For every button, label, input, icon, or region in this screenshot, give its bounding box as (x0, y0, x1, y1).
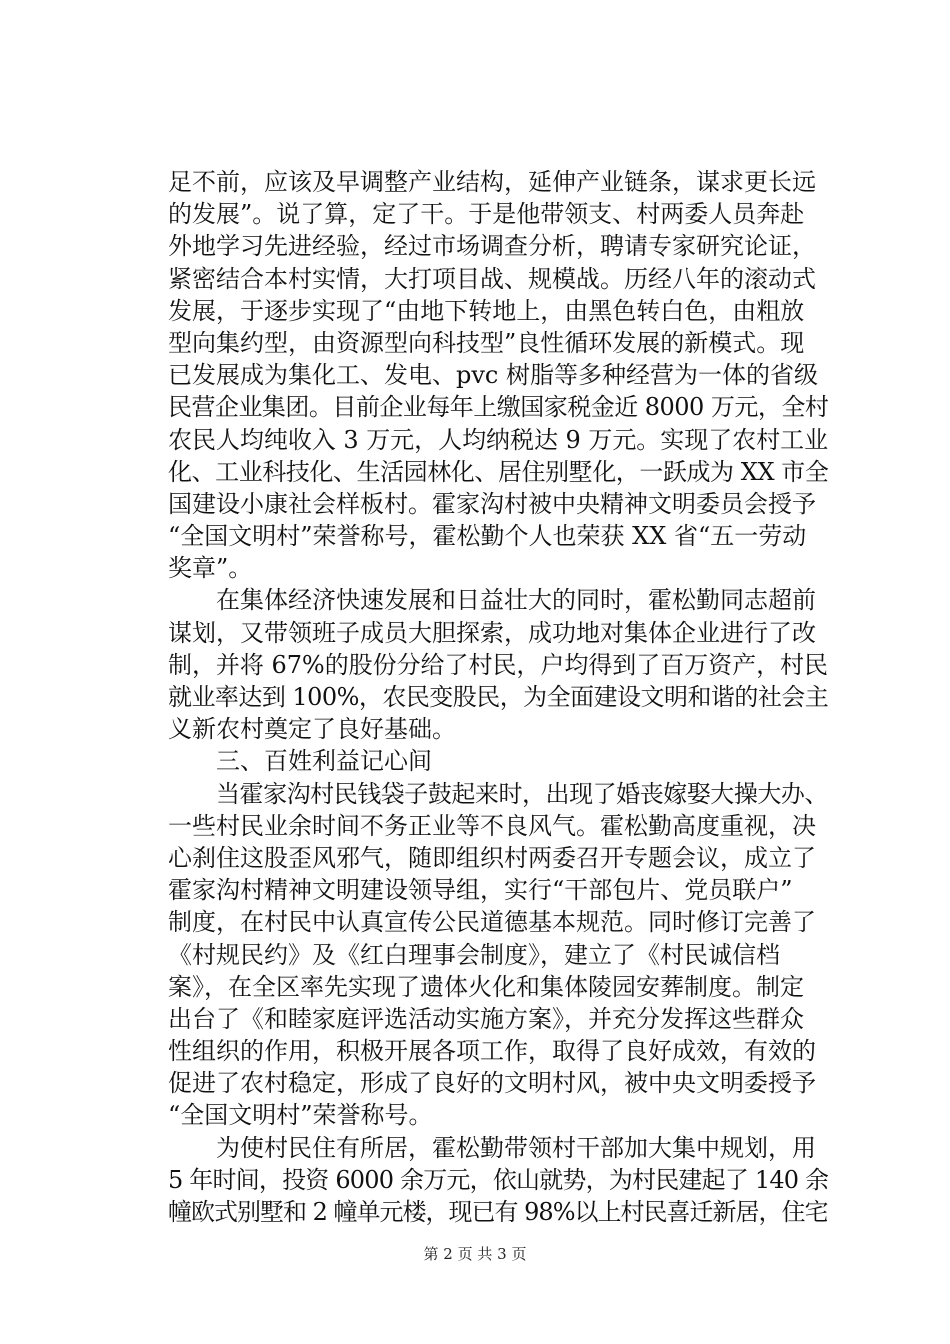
text-line: 促进了农村稳定，形成了良好的文明村风，被中央文明委授予 (168, 1069, 816, 1098)
text-line: 制度，在村民中认真宣传公民道德基本规范。同时修订完善了 (168, 908, 816, 937)
text-line: “全国文明村”荣誉称号，霍松勤个人也荣获 XX 省“五一劳动 (168, 522, 807, 551)
text-line: 霍家沟村精神文明建设领导组，实行“干部包片、党员联户” (168, 876, 793, 905)
text-line: 就业率达到 100%，农民变股民，为全面建设文明和谐的社会主 (168, 683, 828, 711)
text-line: 一些村民业余时间不务正业等不良风气。霍松勤高度重视，决 (168, 811, 816, 840)
document-body (168, 166, 828, 1228)
text-line: 幢欧式别墅和 2 幢单元楼，现已有 98%以上村民喜迁新居，住宅 (168, 1198, 828, 1226)
text-line: 《村规民约》及《红白理事会制度》，建立了《村民诚信档 (168, 940, 780, 969)
text-line: 三、百姓利益记心间 (216, 747, 432, 776)
text-line: 农民人均纯收入 3 万元，人均纳税达 9 万元。实现了农村工业 (168, 425, 828, 454)
text-line: 5 年时间，投资 6000 余万元，依山就势，为村民建起了 140 余 (168, 1165, 828, 1194)
text-line: 民营企业集团。目前企业每年上缴国家税金近 8000 万元，全村 (168, 393, 828, 422)
text-line: 义新农村奠定了良好基础。 (168, 715, 456, 744)
text-line: 当霍家沟村民钱袋子鼓起来时，出现了婚丧嫁娶大操大办、 (216, 779, 828, 808)
text-line: 发展，于逐步实现了“由地下转地上，由黑色转白色，由粗放 (168, 296, 805, 325)
text-line: 谋划，又带领班子成员大胆探索，成功地对集体企业进行了改 (168, 618, 816, 647)
text-line: 已发展成为集化工、发电、pvc 树脂等多种经营为一体的省级 (168, 361, 818, 390)
text-line: 性组织的作用，积极开展各项工作，取得了良好成效，有效的 (168, 1037, 816, 1066)
text-line: 心刹住这股歪风邪气，随即组织村两委召开专题会议，成立了 (168, 843, 816, 872)
text-line: 案》，在全区率先实现了遗体火化和集体陵园安葬制度。制定 (168, 972, 804, 1001)
text-line: 的发展”。说了算，定了干。于是他带领支、村两委人员奔赴 (168, 200, 805, 229)
text-line: 足不前，应该及早调整产业结构，延伸产业链条，谋求更长远 (168, 168, 816, 196)
text-line: 在集体经济快速发展和日益壮大的同时，霍松勤同志超前 (216, 586, 816, 615)
text-line: 外地学习先进经验，经过市场调查分析，聘请专家研究论证， (168, 232, 816, 261)
text-line: 紧密结合本村实情，大打项目战、规模战。历经八年的滚动式 (168, 264, 816, 293)
text-line: 型向集约型，由资源型向科技型”良性循环发展的新模式。现 (168, 328, 805, 357)
text-line: 制，并将 67%的股份分给了村民，户均得到了百万资产，村民 (168, 650, 828, 679)
text-line: 化、工业科技化、生活园林化、居住别墅化，一跃成为 XX 市全 (168, 457, 828, 486)
text-line: 为使村民住有所居，霍松勤带领村干部加大集中规划，用 (216, 1133, 816, 1162)
text-line: “全国文明村”荣誉称号。 (168, 1101, 433, 1130)
text-line: 出台了《和睦家庭评选活动实施方案》，并充分发挥这些群众 (168, 1004, 804, 1033)
text-line: 国建设小康社会样板村。霍家沟村被中央精神文明委员会授予 (168, 489, 816, 518)
page-footer: 第 2 页 共 3 页 (423, 1245, 527, 1263)
text-line: 奖章”。 (168, 554, 253, 583)
